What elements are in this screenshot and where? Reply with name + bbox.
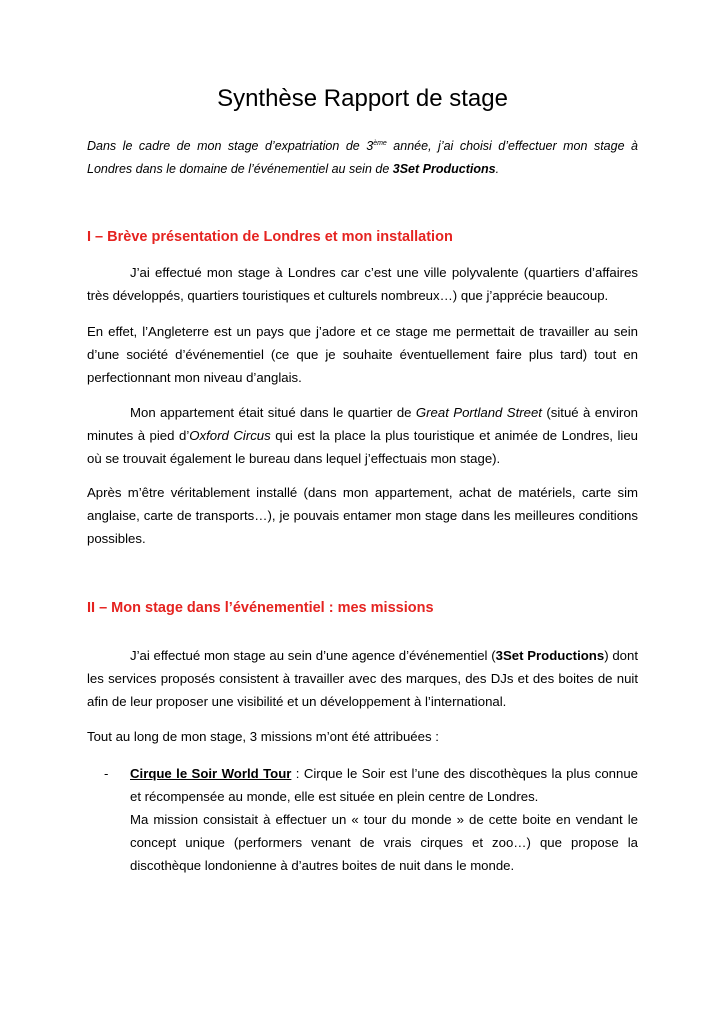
s2p1-text-a: J’ai effectué mon stage au sein d’une agence d’événementiel ( xyxy=(130,648,496,663)
p3-text-c: qui est la place la plus touristique et animée de Londres, lieu où se trouvait également le bureau dans lequel j’effectuais mon stage). xyxy=(87,428,639,466)
list-item-body xyxy=(130,762,638,877)
section-1-paragraph-3 xyxy=(87,401,638,470)
section-1-paragraph-1: J’ai effectué mon stage à Londres car c’est une ville polyvalente (quartiers d’affaires très développés, quartiers touristiques et culturels nombreux…) que j’apprécie beaucoup. xyxy=(87,265,638,303)
section-2-paragraph-1 xyxy=(87,644,638,713)
intro-text-1: Dans le cadre de mon stage d’expatriation de 3 xyxy=(87,139,374,153)
document-title: Synthèse Rapport de stage xyxy=(217,85,508,112)
p3-text-a: Mon appartement était situé dans le quartier de xyxy=(130,405,416,420)
p3-text-b: (situé à environ minutes à pied d’ xyxy=(87,405,638,443)
section-2-paragraph-2: Tout au long de mon stage, 3 missions m’ont été attribuées : xyxy=(87,729,439,744)
mission-list-item xyxy=(87,762,638,877)
p3-street: Great Portland Street xyxy=(415,405,542,420)
section-2-heading: II – Mon stage dans l’événementiel : mes missions xyxy=(87,600,434,616)
intro-end: . xyxy=(495,161,500,176)
intro-text-2: année, j’ai choisi d’effectuer mon stage à Londres dans le domaine de l’événementiel au sein de xyxy=(87,139,638,176)
p3-circus: Oxford Circus xyxy=(189,428,271,443)
list-item-line-1 xyxy=(130,762,638,808)
list-bullet: - xyxy=(104,766,109,781)
section-1-paragraph-4: Après m’être véritablement installé (dans mon appartement, achat de matériels, carte sim anglaise, carte de transports…), je pouvais entamer mon stage dans les meilleures conditions possibles. xyxy=(87,485,638,546)
intro-company: 3Set Productions xyxy=(392,161,496,176)
intro-paragraph xyxy=(87,135,638,180)
section-1-heading: I – Brève présentation de Londres et mon installation xyxy=(87,229,453,245)
section-1-paragraph-2: En effet, l’Angleterre est un pays que j’adore et ce stage me permettait de travailler au sein d’une société d’événementiel (ce que je souhaite éventuellement faire plus tard) tout en perfectionnant mon niveau d’anglais. xyxy=(87,324,638,385)
s2p1-text-b: ) dont les services proposés consistent à travailler avec des marques, des DJs et des boites de nuit afin de leur proposer une visibilité et un développement à l’international. xyxy=(87,648,638,709)
s2p1-company: 3Set Productions xyxy=(495,648,605,663)
list-item-line-2: Ma mission consistait à effectuer un « tour du monde » de cette boite en vendant le concept unique (performers venant de vrais cirques et zoo…) que propose la discothèque londonienne à d’autres boites de nuit dans le monde. xyxy=(130,812,638,873)
intro-superscript: ème xyxy=(373,139,387,147)
mission-term: Cirque le Soir World Tour xyxy=(130,766,292,781)
mission-description: : Cirque le Soir est l’une des discothèques la plus connue et récompensée au monde, elle est située en plein centre de Londres. xyxy=(130,766,639,804)
